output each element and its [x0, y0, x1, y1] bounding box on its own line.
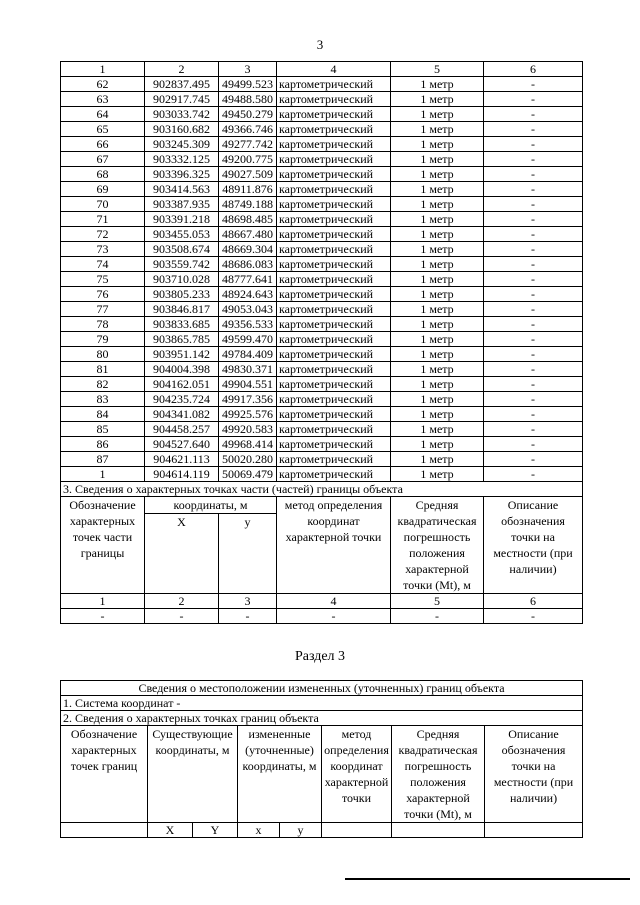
- table-row: [61, 377, 583, 392]
- table-cell: 50020.280: [219, 452, 277, 467]
- table-cell: -: [484, 609, 583, 624]
- table-row: [61, 107, 583, 122]
- table-cell: 903846.817: [145, 302, 219, 317]
- empty-cell: [322, 823, 392, 838]
- table-cell: 903245.309: [145, 137, 219, 152]
- table-cell: 49053.043: [219, 302, 277, 317]
- table-cell: 83: [61, 392, 145, 407]
- table-cell: картометрический: [277, 137, 391, 152]
- table-row: [61, 362, 583, 377]
- col-coords: координаты, м: [145, 497, 277, 514]
- coordinates-table: [60, 61, 583, 624]
- table-cell: 72: [61, 227, 145, 242]
- table-cell: 904458.257: [145, 422, 219, 437]
- table-cell: 903455.053: [145, 227, 219, 242]
- table-cell: 904527.640: [145, 437, 219, 452]
- table-row: [61, 122, 583, 137]
- table-cell: 1 метр: [391, 392, 484, 407]
- table-cell: 81: [61, 362, 145, 377]
- table-cell: 67: [61, 152, 145, 167]
- table-cell: -: [484, 257, 583, 272]
- table-cell: -: [484, 272, 583, 287]
- col-num: 5: [391, 62, 484, 77]
- table-cell: 1 метр: [391, 227, 484, 242]
- col-y: у: [219, 514, 277, 594]
- table-cell: 86: [61, 437, 145, 452]
- col-designation: Обозначение характерных точек части границы: [61, 497, 145, 594]
- table-row: [61, 392, 583, 407]
- table-cell: картометрический: [277, 242, 391, 257]
- table-row: [61, 197, 583, 212]
- table-row: [61, 437, 583, 452]
- changed-boundaries-table: [60, 680, 583, 838]
- table-cell: -: [219, 609, 277, 624]
- table-cell: картометрический: [277, 422, 391, 437]
- table-cell: 77: [61, 302, 145, 317]
- table-cell: 48749.188: [219, 197, 277, 212]
- table-cell: 65: [61, 122, 145, 137]
- table-cell: 76: [61, 287, 145, 302]
- table-cell: 1 метр: [391, 317, 484, 332]
- table-cell: 903332.125: [145, 152, 219, 167]
- col-num: 3: [219, 594, 277, 609]
- table-cell: 903865.785: [145, 332, 219, 347]
- col-num: 6: [484, 62, 583, 77]
- table-cell: картометрический: [277, 257, 391, 272]
- table-cell: картометрический: [277, 272, 391, 287]
- table-header-numbers: [61, 62, 583, 77]
- table-cell: 49027.509: [219, 167, 277, 182]
- table-cell: -: [484, 287, 583, 302]
- col-num: 2: [145, 62, 219, 77]
- sub-X: X: [148, 823, 193, 838]
- table-cell: 903559.742: [145, 257, 219, 272]
- table-cell: картометрический: [277, 182, 391, 197]
- table-cell: 1 метр: [391, 92, 484, 107]
- page-number: 3: [316, 37, 324, 52]
- table-cell: 1 метр: [391, 257, 484, 272]
- col-num: 3: [219, 62, 277, 77]
- table-cell: -: [484, 347, 583, 362]
- table-cell: картометрический: [277, 377, 391, 392]
- table-cell: 63: [61, 92, 145, 107]
- table-cell: 904614.119: [145, 467, 219, 482]
- col-method: метод определения координат характерной точки: [322, 726, 392, 823]
- table-row: [61, 182, 583, 197]
- table-cell: 1 метр: [391, 377, 484, 392]
- table-cell: картометрический: [277, 212, 391, 227]
- table-cell: 903951.142: [145, 347, 219, 362]
- table-cell: 49830.371: [219, 362, 277, 377]
- table-cell: 1 метр: [391, 407, 484, 422]
- col-num: 4: [277, 62, 391, 77]
- col-num: 2: [145, 594, 219, 609]
- table-cell: 904621.113: [145, 452, 219, 467]
- table-cell: 49277.742: [219, 137, 277, 152]
- empty-cell: [61, 823, 148, 838]
- table-cell: 1 метр: [391, 272, 484, 287]
- table-cell: -: [484, 167, 583, 182]
- table-row: [61, 152, 583, 167]
- table-cell: -: [61, 609, 145, 624]
- points-title: 2. Сведения о характерных точках границ объекта: [61, 711, 583, 726]
- table-cell: -: [484, 332, 583, 347]
- table-cell: 1 метр: [391, 212, 484, 227]
- table-cell: -: [484, 227, 583, 242]
- table-cell: 1 метр: [391, 467, 484, 482]
- table-cell: 49499.523: [219, 77, 277, 92]
- table-cell: -: [484, 407, 583, 422]
- sub-x: х: [238, 823, 280, 838]
- table-cell: картометрический: [277, 452, 391, 467]
- signature-line: [345, 878, 630, 880]
- table-cell: картометрический: [277, 332, 391, 347]
- table-cell: 1 метр: [391, 197, 484, 212]
- table-row: [61, 407, 583, 422]
- col-changed: измененные (уточненные) координаты, м: [238, 726, 322, 823]
- table-cell: 73: [61, 242, 145, 257]
- table-cell: 49488.580: [219, 92, 277, 107]
- table-cell: 1 метр: [391, 182, 484, 197]
- table-cell: 66: [61, 137, 145, 152]
- table-cell: картометрический: [277, 197, 391, 212]
- table-row: [61, 452, 583, 467]
- table-cell: -: [484, 392, 583, 407]
- table-cell: картометрический: [277, 362, 391, 377]
- table-cell: -: [484, 317, 583, 332]
- table-row: [61, 317, 583, 332]
- table-cell: -: [484, 212, 583, 227]
- table-cell: -: [484, 242, 583, 257]
- table-cell: 49200.775: [219, 152, 277, 167]
- table-cell: -: [484, 377, 583, 392]
- table-cell: -: [484, 122, 583, 137]
- table-row: [61, 332, 583, 347]
- table-cell: 904235.724: [145, 392, 219, 407]
- table-cell: картометрический: [277, 287, 391, 302]
- table-cell: 903391.218: [145, 212, 219, 227]
- table-cell: -: [484, 77, 583, 92]
- table-cell: 1: [61, 467, 145, 482]
- col-method: метод определения координат характерной точки: [277, 497, 391, 594]
- table-cell: картометрический: [277, 92, 391, 107]
- table-cell: 903387.935: [145, 197, 219, 212]
- table-cell: 1 метр: [391, 137, 484, 152]
- table-cell: 903805.233: [145, 287, 219, 302]
- col-description: Описание обозначения точки на местности (при наличии): [485, 726, 583, 823]
- table-cell: 49917.356: [219, 392, 277, 407]
- table-cell: 903396.325: [145, 167, 219, 182]
- section3-numbers: [61, 594, 583, 609]
- table-cell: 1 метр: [391, 332, 484, 347]
- table-cell: 49450.279: [219, 107, 277, 122]
- section3-header: [61, 497, 583, 514]
- table-cell: картометрический: [277, 167, 391, 182]
- table-cell: -: [391, 609, 484, 624]
- table-cell: 48686.083: [219, 257, 277, 272]
- col-description: Описание обозначения точки на местности (при наличии): [484, 497, 583, 594]
- table-cell: -: [145, 609, 219, 624]
- table-cell: 903414.563: [145, 182, 219, 197]
- table-cell: 62: [61, 77, 145, 92]
- col-num: 1: [61, 594, 145, 609]
- table-cell: 904162.051: [145, 377, 219, 392]
- table-row: [61, 92, 583, 107]
- table-cell: 50069.479: [219, 467, 277, 482]
- table-cell: 903160.682: [145, 122, 219, 137]
- table-row: [61, 302, 583, 317]
- col-x: X: [145, 514, 219, 594]
- table-row: [61, 137, 583, 152]
- table-cell: 82: [61, 377, 145, 392]
- col-num: 4: [277, 594, 391, 609]
- table-cell: 48669.304: [219, 242, 277, 257]
- table-cell: -: [484, 107, 583, 122]
- table-cell: 75: [61, 272, 145, 287]
- table-row: [61, 272, 583, 287]
- section3-title-row: [61, 482, 583, 497]
- table-cell: 1 метр: [391, 437, 484, 452]
- table-cell: картометрический: [277, 317, 391, 332]
- table-cell: 49356.533: [219, 317, 277, 332]
- table-cell: 68: [61, 167, 145, 182]
- table-cell: 904004.398: [145, 362, 219, 377]
- table-row: [61, 77, 583, 92]
- table-cell: 1 метр: [391, 302, 484, 317]
- table-cell: 49968.414: [219, 437, 277, 452]
- table-cell: 903508.674: [145, 242, 219, 257]
- table-cell: 48777.641: [219, 272, 277, 287]
- table-cell: -: [484, 182, 583, 197]
- table-cell: 87: [61, 452, 145, 467]
- table-cell: -: [484, 137, 583, 152]
- section3-title: 3. Сведения о характерных точках части (частей) границы объекта: [61, 482, 583, 497]
- table-cell: 1 метр: [391, 107, 484, 122]
- col-num: 1: [61, 62, 145, 77]
- sub-Y: Y: [193, 823, 238, 838]
- section-heading: Раздел 3: [294, 649, 346, 664]
- table-cell: 79: [61, 332, 145, 347]
- table-cell: -: [484, 197, 583, 212]
- table-cell: 48698.485: [219, 212, 277, 227]
- table-title: Сведения о местоположении измененных (уточненных) границ объекта: [61, 681, 583, 696]
- table-cell: 903710.028: [145, 272, 219, 287]
- table-cell: 48924.643: [219, 287, 277, 302]
- table-cell: картометрический: [277, 122, 391, 137]
- table-cell: 48667.480: [219, 227, 277, 242]
- table-cell: -: [484, 437, 583, 452]
- table-cell: картометрический: [277, 107, 391, 122]
- table-cell: 1 метр: [391, 77, 484, 92]
- table-row: [61, 212, 583, 227]
- table-cell: 80: [61, 347, 145, 362]
- table-cell: картометрический: [277, 227, 391, 242]
- table-cell: -: [484, 302, 583, 317]
- table-cell: 49904.551: [219, 377, 277, 392]
- table-row: [61, 257, 583, 272]
- table-row: [61, 242, 583, 257]
- table-row: [61, 422, 583, 437]
- table-cell: 78: [61, 317, 145, 332]
- table-cell: -: [484, 452, 583, 467]
- col-existing: Существующие координаты, м: [148, 726, 238, 823]
- col-accuracy: Средняя квадратическая погрешность положения характерной точки (Mt), м: [391, 497, 484, 594]
- table-cell: картометрический: [277, 152, 391, 167]
- table-cell: -: [484, 152, 583, 167]
- table-row: [61, 287, 583, 302]
- table-row: [61, 227, 583, 242]
- table-cell: 1 метр: [391, 242, 484, 257]
- col-designation: Обозначение характерных точек границ: [61, 726, 148, 823]
- table-cell: -: [484, 467, 583, 482]
- col-accuracy: Средняя квадратическая погрешность положения характерной точки (Mt), м: [392, 726, 485, 823]
- sub-y: у: [280, 823, 322, 838]
- table-cell: 1 метр: [391, 362, 484, 377]
- table-cell: 69: [61, 182, 145, 197]
- table-cell: картометрический: [277, 347, 391, 362]
- table-cell: картометрический: [277, 392, 391, 407]
- table-cell: 74: [61, 257, 145, 272]
- table-cell: 1 метр: [391, 347, 484, 362]
- table-cell: 70: [61, 197, 145, 212]
- table-cell: 1 метр: [391, 452, 484, 467]
- table-cell: -: [277, 609, 391, 624]
- table-cell: 1 метр: [391, 122, 484, 137]
- table-cell: 904341.082: [145, 407, 219, 422]
- table-cell: 49784.409: [219, 347, 277, 362]
- table-cell: картометрический: [277, 77, 391, 92]
- table-cell: 64: [61, 107, 145, 122]
- table-cell: картометрический: [277, 407, 391, 422]
- table-cell: 49920.583: [219, 422, 277, 437]
- table-cell: 49925.576: [219, 407, 277, 422]
- table-cell: 903833.685: [145, 317, 219, 332]
- table-cell: 1 метр: [391, 167, 484, 182]
- table-cell: картометрический: [277, 302, 391, 317]
- table-cell: -: [484, 422, 583, 437]
- table-cell: -: [484, 92, 583, 107]
- table-cell: 49599.470: [219, 332, 277, 347]
- col-num: 6: [484, 594, 583, 609]
- table-cell: 902917.745: [145, 92, 219, 107]
- table-cell: 85: [61, 422, 145, 437]
- table-cell: 84: [61, 407, 145, 422]
- table-row: [61, 467, 583, 482]
- table-row: [61, 347, 583, 362]
- coord-system: 1. Система координат -: [61, 696, 583, 711]
- table-cell: 48911.876: [219, 182, 277, 197]
- table-cell: -: [484, 362, 583, 377]
- section3-empty-row: [61, 609, 583, 624]
- empty-cell: [485, 823, 583, 838]
- table-row: [61, 167, 583, 182]
- table-cell: 49366.746: [219, 122, 277, 137]
- table-cell: картометрический: [277, 467, 391, 482]
- table-cell: 71: [61, 212, 145, 227]
- col-num: 5: [391, 594, 484, 609]
- table-cell: 1 метр: [391, 152, 484, 167]
- table-cell: 1 метр: [391, 287, 484, 302]
- table-cell: 902837.495: [145, 77, 219, 92]
- table-cell: картометрический: [277, 437, 391, 452]
- table-cell: 1 метр: [391, 422, 484, 437]
- table-cell: 903033.742: [145, 107, 219, 122]
- empty-cell: [392, 823, 485, 838]
